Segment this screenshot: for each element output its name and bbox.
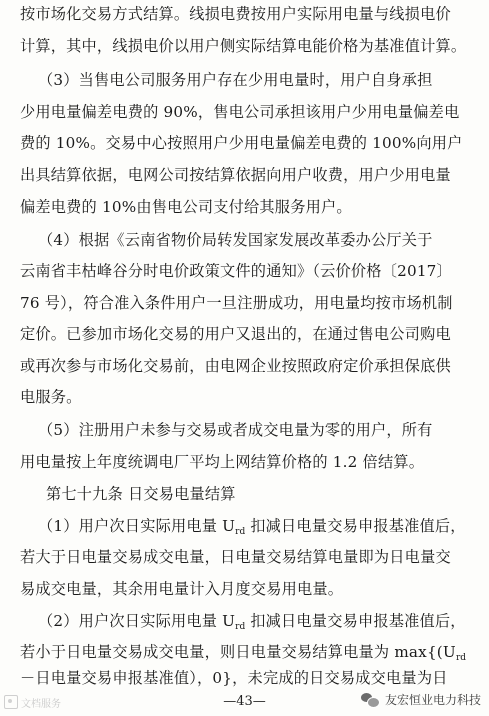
text-span: 扣减日电量交易申报基准值后， xyxy=(245,517,466,535)
watermark-right xyxy=(361,688,481,710)
text-line: 76 号），符合准入条件用户一旦注册成功，用电量均按市场机制 xyxy=(20,294,453,312)
text-line: 少用电量偏差电费的 90%，售电公司承担该用户少用电量偏差电 xyxy=(20,103,460,121)
text-span: 扣减日电量交易申报基准值后， xyxy=(245,612,466,630)
text-line: 出具结算依据，电网公司按结算依据向用户收费，用户少用电量 xyxy=(20,166,451,184)
watermark-left-text: 文档服务 xyxy=(21,698,61,710)
text-span: 若小于日电量交易成交电量，则日电量交易结算电量为 max{(U xyxy=(20,643,456,661)
watermark-right-text: 友宏恒业电力科技 xyxy=(384,692,481,707)
text-span: （2）用户次日实际用电量 U xyxy=(38,612,236,630)
text-line: 费的 10%。交易中心按照用户少用电量偏差电费的 100%向用户 xyxy=(20,134,463,152)
text-line: 计算，其中，线损电价以用户侧实际结算电能价格为基准值计算。 xyxy=(20,37,467,55)
text-line: －日电量交易申报基准值），0}，未完成的日交易成交电量为日 xyxy=(20,669,448,687)
subscript: rd xyxy=(235,527,246,537)
text-line xyxy=(0,611,489,637)
text-line: （5）注册用户未参与交易或者成交电量为零的用户，所有 xyxy=(38,421,433,439)
wechat-icon xyxy=(361,691,379,707)
page-number: —43— xyxy=(223,694,266,709)
text-line xyxy=(0,516,489,542)
text-line: 按市场化交易方式结算。线损电费按用户实际用电量与线损电价 xyxy=(20,5,451,23)
text-line: 电服务。 xyxy=(20,388,82,406)
text-line: 偏差电费的 10%由售电公司支付给其服务用户。 xyxy=(20,198,352,216)
text-line: （3）当售电公司服务用户存在少用电量时，用户自身承担 xyxy=(38,71,433,89)
text-line: 定价。已参加市场化交易的用户又退出的，在通过售电公司购电 xyxy=(20,325,451,343)
text-line: 云南省丰枯峰谷分时电价政策文件的通知》（云价价格〔2017〕 xyxy=(20,262,452,280)
text-line: 用电量按上年度统调电厂平均上网结算价格的 1.2 倍结算。 xyxy=(20,453,425,471)
text-span: （1）用户次日实际用电量 U xyxy=(38,517,236,535)
text-line: 若大于日电量交易成交电量，日电量交易结算电量即为日电量交 xyxy=(20,548,451,566)
subscript: rd xyxy=(455,653,467,663)
text-line: 易成交电量，其余用电量计入月度交易用电量。 xyxy=(20,580,344,598)
subscript: rd xyxy=(235,622,246,632)
text-line: （4）根据《云南省物价局转发国家发展改革委办公厅关于 xyxy=(38,231,433,249)
text-line xyxy=(0,642,489,668)
article-heading: 第七十九条 日交易电量结算 xyxy=(46,485,236,503)
watermark-left xyxy=(4,692,61,712)
text-line: 或再次参与市场化交易前，由电网企业按照政府定价承担保底供 xyxy=(20,357,451,375)
watermark-logo-icon xyxy=(4,695,18,709)
